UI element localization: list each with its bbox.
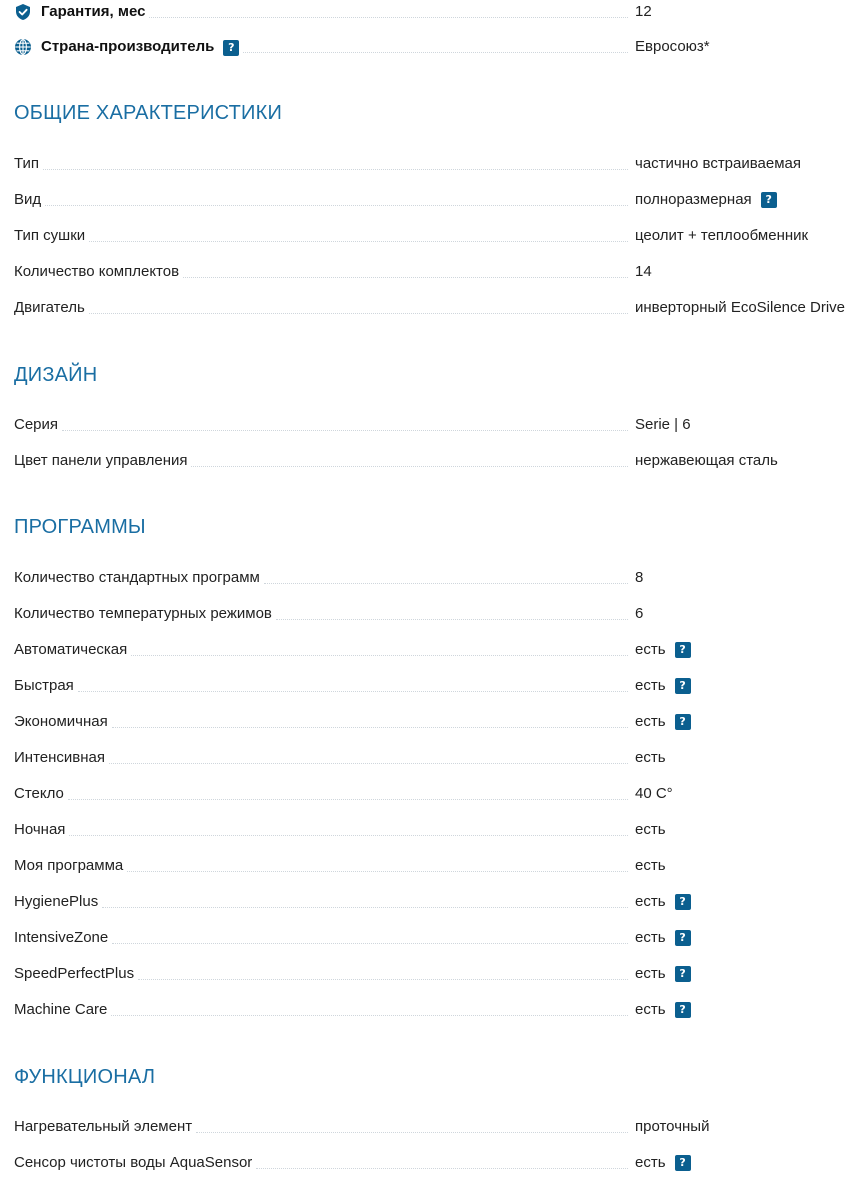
- spec-value: [635, 956, 691, 992]
- section-heading: ФУНКЦИОНАЛ: [14, 1066, 156, 1088]
- spec-row: [14, 0, 864, 30]
- spec-label-text: Цвет панели управления: [14, 452, 188, 469]
- spec-value-text: полноразмерная: [635, 191, 752, 208]
- help-icon[interactable]: ?: [675, 930, 691, 946]
- section-heading: ПРОГРАММЫ: [14, 516, 146, 538]
- spec-label: [14, 920, 108, 956]
- spec-value: [635, 884, 691, 920]
- spec-label: [14, 407, 58, 443]
- spec-value-text: инверторный EcoSilence Drive: [635, 299, 846, 316]
- spec-label-text: Страна-производитель: [41, 38, 215, 55]
- spec-label-text: Тип сушки: [14, 227, 86, 244]
- spec-value-text: есть: [635, 929, 666, 946]
- section-heading: ДИЗАЙН: [14, 364, 98, 386]
- spec-value: [635, 407, 691, 443]
- spec-label-text: Ночная: [14, 821, 66, 838]
- spec-value-text: есть: [635, 713, 666, 730]
- spec-label: [14, 632, 127, 668]
- spec-row: [14, 956, 864, 992]
- dotted-leader: [89, 313, 628, 314]
- dotted-leader: [112, 727, 628, 728]
- spec-label: [14, 560, 260, 596]
- spec-row: [14, 632, 864, 668]
- dotted-leader: [89, 241, 628, 242]
- spec-label: [14, 1109, 192, 1145]
- spec-row: [14, 29, 864, 65]
- spec-label: [14, 776, 64, 812]
- dotted-leader: [243, 52, 628, 53]
- section-heading: ОБЩИЕ ХАРАКТЕРИСТИКИ: [14, 102, 283, 124]
- spec-row: [14, 254, 864, 290]
- spec-label-text: HygienePlus: [14, 893, 99, 910]
- spec-row: [14, 146, 864, 182]
- spec-value-text: частично встраиваемая: [635, 155, 802, 172]
- help-icon[interactable]: ?: [761, 192, 777, 208]
- spec-value: [635, 920, 691, 956]
- dotted-leader: [183, 277, 628, 278]
- spec-label: [14, 290, 85, 326]
- spec-label-text: SpeedPerfectPlus: [14, 965, 135, 982]
- spec-row: [14, 740, 864, 776]
- spec-row: [14, 407, 864, 443]
- spec-label-text: Автоматическая: [14, 641, 128, 658]
- dotted-leader: [191, 466, 628, 467]
- spec-row: [14, 596, 864, 632]
- spec-row: [14, 1145, 864, 1181]
- help-icon[interactable]: ?: [223, 40, 239, 56]
- spec-label-text: IntensiveZone: [14, 929, 109, 946]
- spec-label-text: Тип: [14, 155, 40, 172]
- spec-value: [635, 560, 643, 596]
- spec-value: [635, 290, 845, 326]
- spec-label-text: Количество комплектов: [14, 263, 180, 280]
- spec-value-text: 6: [635, 605, 644, 622]
- spec-label-text: Machine Care: [14, 1001, 108, 1018]
- spec-value-text: есть: [635, 1154, 666, 1171]
- spec-value: [635, 596, 643, 632]
- spec-row: [14, 443, 864, 479]
- spec-value: [635, 992, 691, 1028]
- spec-label-text: Гарантия, мес: [41, 3, 146, 20]
- spec-value-text: проточный: [635, 1118, 710, 1135]
- dotted-leader: [131, 655, 628, 656]
- help-icon[interactable]: ?: [675, 678, 691, 694]
- dotted-leader: [68, 799, 628, 800]
- spec-label-text: Количество стандартных программ: [14, 569, 260, 586]
- dotted-leader: [112, 943, 628, 944]
- spec-value-text: есть: [635, 821, 666, 838]
- spec-row: [14, 848, 864, 884]
- dotted-leader: [256, 1168, 628, 1169]
- spec-label: [14, 848, 123, 884]
- spec-label: [14, 218, 85, 254]
- spec-row: [14, 560, 864, 596]
- dotted-leader: [109, 763, 628, 764]
- spec-row: [14, 1109, 864, 1145]
- spec-label-text: Интенсивная: [14, 749, 105, 766]
- spec-label: [14, 812, 65, 848]
- spec-label: [14, 740, 105, 776]
- spec-value: [635, 218, 808, 254]
- dotted-leader: [276, 619, 628, 620]
- spec-value: [635, 443, 778, 479]
- spec-row: [14, 182, 864, 218]
- spec-row: [14, 218, 864, 254]
- spec-row: [14, 884, 864, 920]
- spec-row: [14, 704, 864, 740]
- spec-label-text: Стекло: [14, 785, 64, 802]
- dotted-leader: [45, 205, 628, 206]
- spec-label: [14, 704, 108, 740]
- dotted-leader: [111, 1015, 628, 1016]
- dotted-leader: [149, 17, 628, 18]
- spec-value-text: 14: [635, 263, 652, 280]
- spec-label: [14, 254, 179, 290]
- spec-label-text: Количество температурных режимов: [14, 605, 272, 622]
- help-icon[interactable]: ?: [675, 1002, 691, 1018]
- help-icon[interactable]: ?: [675, 894, 691, 910]
- spec-value: [635, 776, 673, 812]
- help-icon[interactable]: ?: [675, 966, 691, 982]
- spec-label-text: Двигатель: [14, 299, 85, 316]
- spec-label-text: Вид: [14, 191, 42, 208]
- spec-value-text: 40 C°: [635, 785, 673, 802]
- spec-value-text: есть: [635, 677, 666, 694]
- spec-row: [14, 920, 864, 956]
- spec-value-text: есть: [635, 857, 666, 874]
- dotted-leader: [62, 430, 628, 431]
- spec-label: [14, 0, 145, 30]
- spec-value: [635, 29, 710, 65]
- spec-value-text: 12: [635, 3, 652, 20]
- spec-row: [14, 668, 864, 704]
- spec-value: [635, 146, 801, 182]
- dotted-leader: [264, 583, 628, 584]
- help-icon[interactable]: ?: [675, 1155, 691, 1171]
- spec-row: [14, 776, 864, 812]
- spec-value: [635, 254, 652, 290]
- spec-value-text: нержавеющая сталь: [635, 452, 778, 469]
- spec-value-text: есть: [635, 641, 666, 658]
- spec-value: [635, 812, 666, 848]
- spec-row: [14, 992, 864, 1028]
- spec-label: [14, 596, 272, 632]
- spec-label: [14, 956, 134, 992]
- spec-value: [635, 848, 666, 884]
- dotted-leader: [196, 1132, 628, 1133]
- spec-label: [14, 992, 107, 1028]
- spec-row: [14, 812, 864, 848]
- spec-value-text: есть: [635, 1001, 666, 1018]
- spec-label-text: Быстрая: [14, 677, 74, 694]
- spec-value-text: Евросоюз*: [635, 38, 710, 55]
- spec-label: [14, 146, 39, 182]
- dotted-leader: [127, 871, 628, 872]
- spec-value-text: есть: [635, 749, 666, 766]
- spec-label-text: Моя программа: [14, 857, 124, 874]
- help-icon[interactable]: ?: [675, 642, 691, 658]
- dotted-leader: [138, 979, 628, 980]
- spec-value: [635, 182, 777, 218]
- spec-value: [635, 740, 666, 776]
- spec-label: [14, 1145, 252, 1181]
- spec-value-text: есть: [635, 893, 666, 910]
- dotted-leader: [43, 169, 628, 170]
- spec-label: [14, 443, 187, 479]
- dotted-leader: [69, 835, 628, 836]
- spec-value: [635, 1145, 691, 1181]
- spec-value-text: есть: [635, 965, 666, 982]
- spec-value-text: цеолит + теплообменник: [635, 227, 809, 244]
- spec-value-text: Serie | 6: [635, 416, 691, 433]
- spec-label: [14, 182, 41, 218]
- spec-row: [14, 290, 864, 326]
- spec-label-text: Экономичная: [14, 713, 108, 730]
- dotted-leader: [102, 907, 628, 908]
- spec-label-text: Нагревательный элемент: [14, 1118, 193, 1135]
- help-icon[interactable]: ?: [675, 714, 691, 730]
- spec-label-text: Сенсор чистоты воды AquaSensor: [14, 1154, 253, 1171]
- spec-value: [635, 704, 691, 740]
- spec-value: [635, 0, 652, 30]
- spec-value-text: 8: [635, 569, 644, 586]
- spec-value: [635, 1109, 709, 1145]
- spec-value: [635, 668, 691, 704]
- spec-label-text: Серия: [14, 416, 59, 433]
- spec-label: [14, 884, 98, 920]
- spec-value: [635, 632, 691, 668]
- spec-label: [14, 29, 239, 65]
- spec-label: [14, 668, 74, 704]
- dotted-leader: [78, 691, 628, 692]
